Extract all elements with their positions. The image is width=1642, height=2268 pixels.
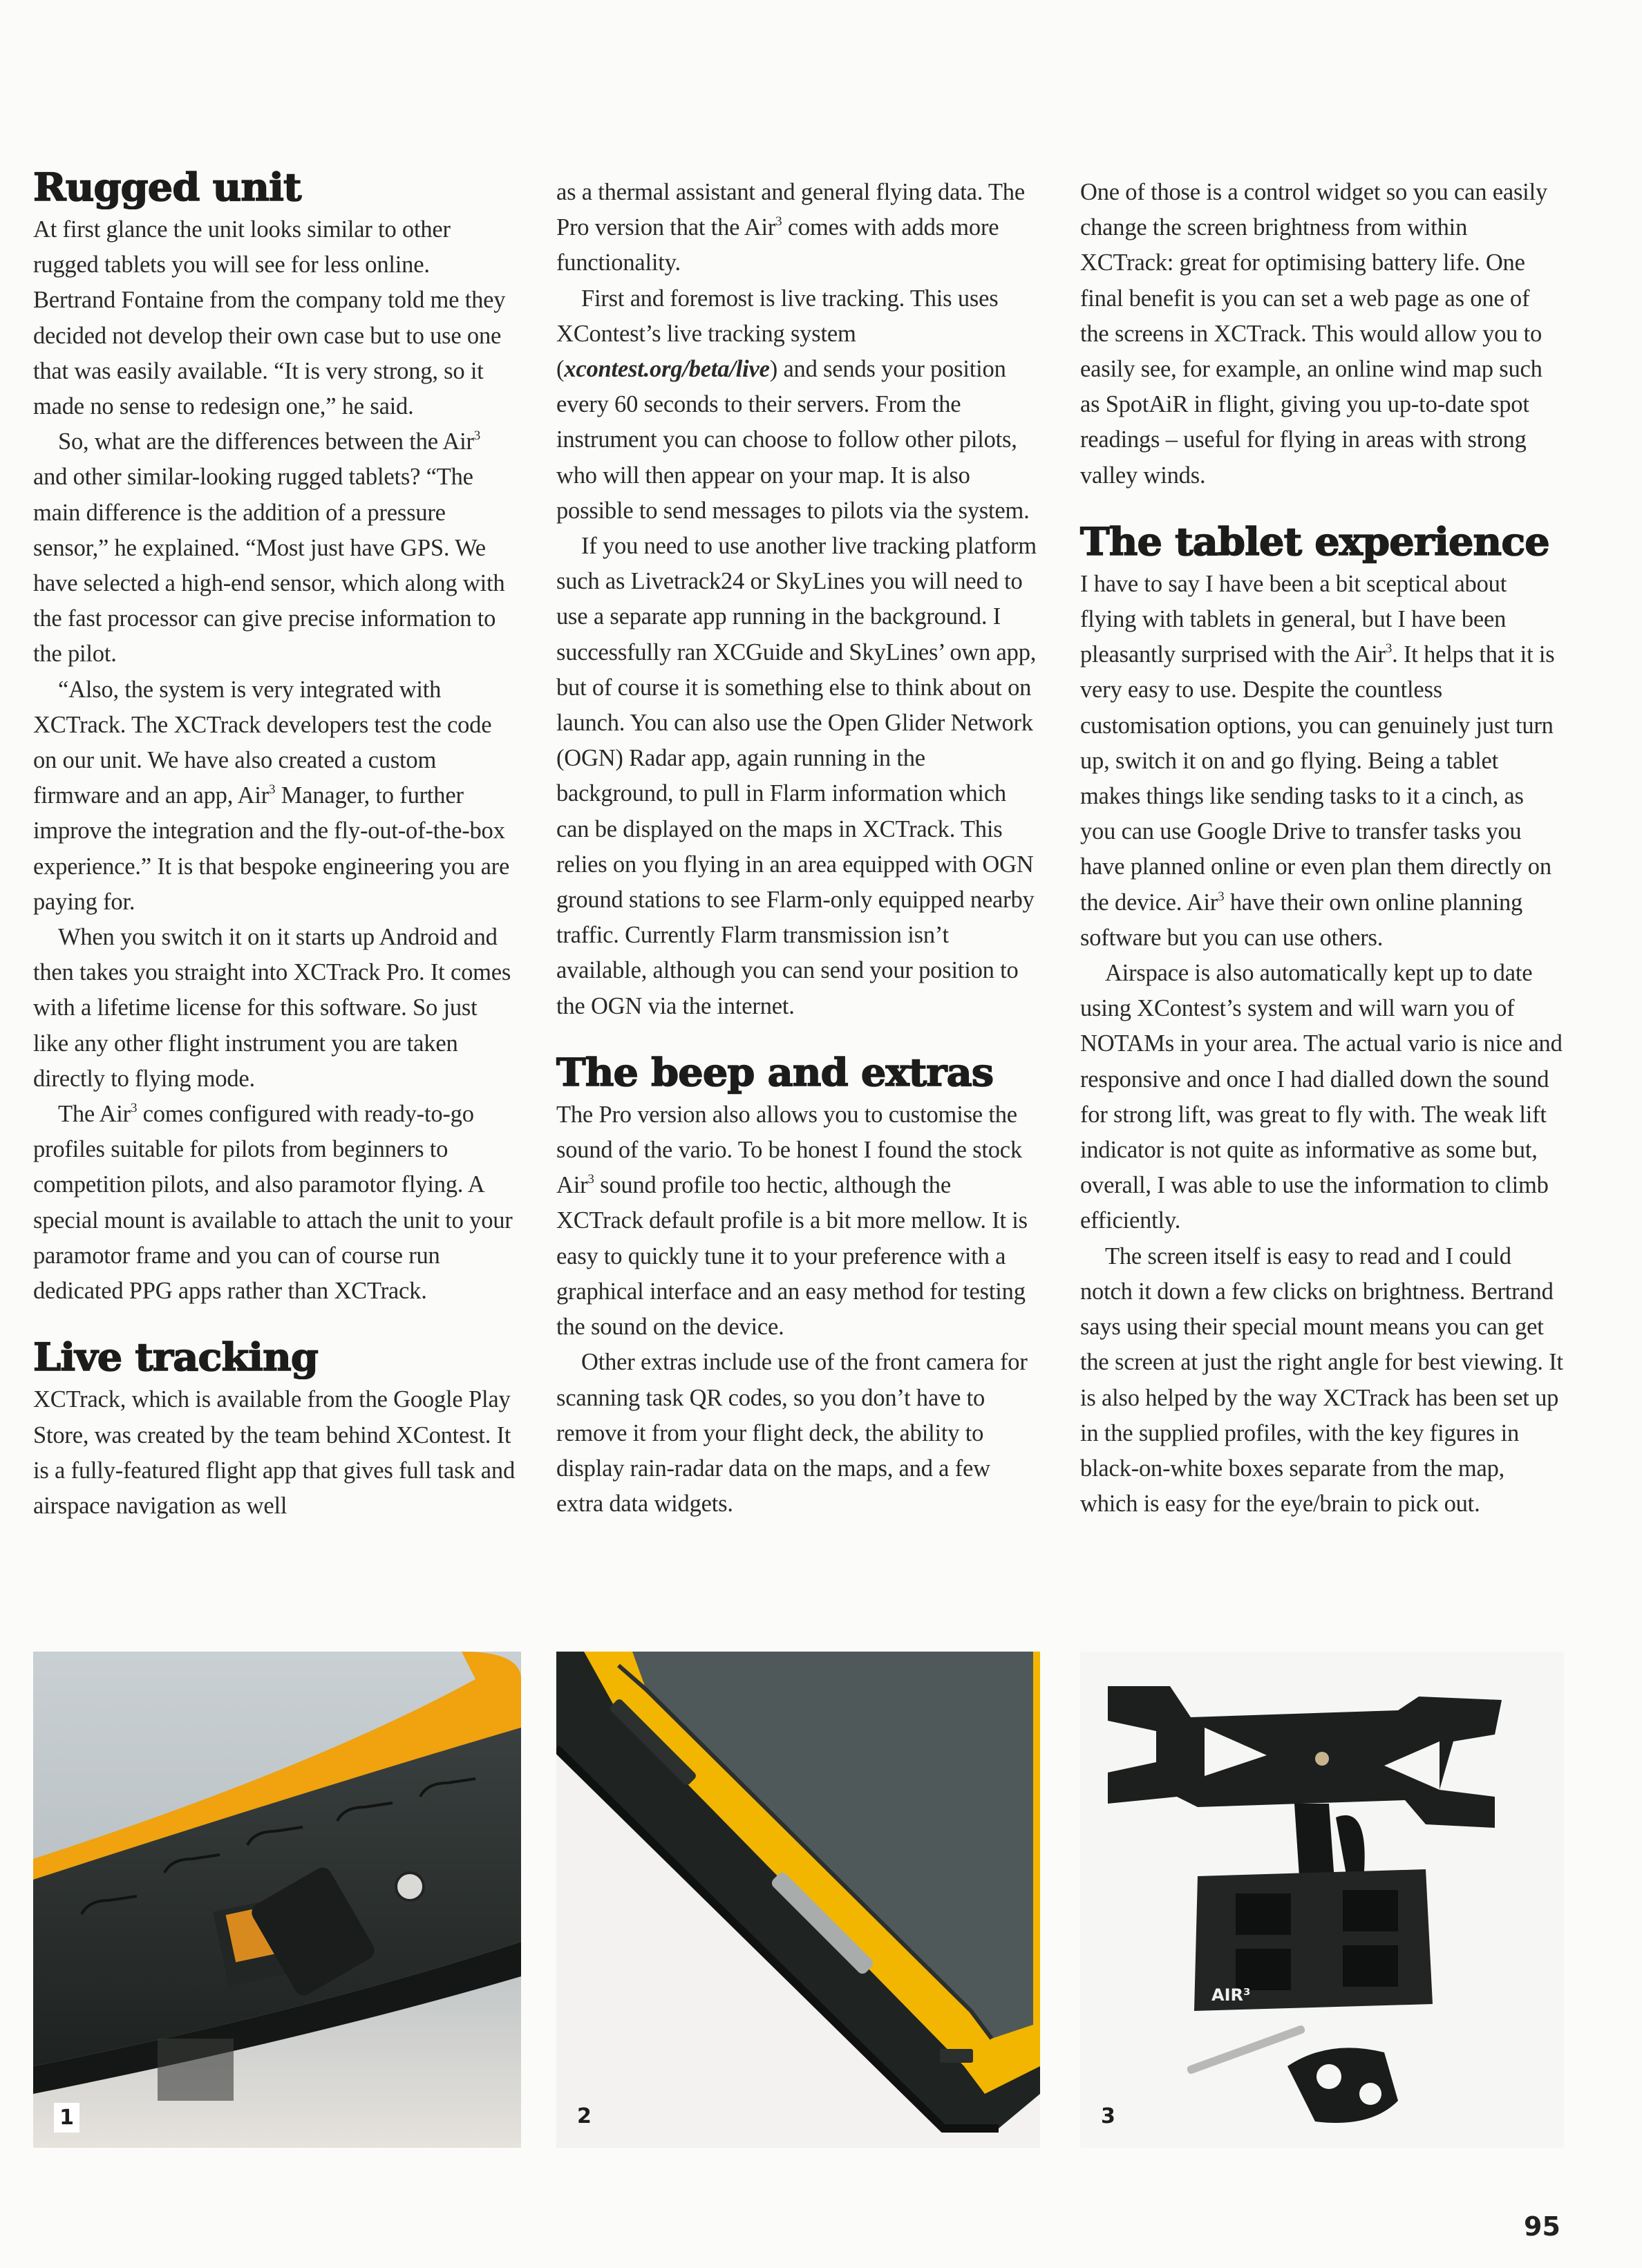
photo-air3-mount xyxy=(1080,1652,1564,2148)
article-column-3 xyxy=(1080,175,1564,1522)
body-paragraph: Other extras include use of the front camera for scanning task QR codes, so you don’t have to remove it from your flight deck, the ability to display rain-radar data on the maps, and a few extra data widgets. xyxy=(556,1349,1028,1518)
body-paragraph: The Pro version also allows you to customise the sound of the vario. To be honest I found the stock Air$^3$ sound profile too hectic, although the XCTrack default profile is a bit more mellow. It is easy to quickly tune it to your preference with a graphical interface and an easy method for testing the sound on the device. xyxy=(556,1101,1028,1341)
body-paragraph: I have to say I have been a bit sceptical about flying with tablets in general, but I have been pleasantly surprised with the Air$^3$. It helps that it is very easy to use. Despite the countless customisation options, you can genuinely just turn up, switch it on and go flying. Being a tablet makes things like sending tasks to it a cinch, as you can use Google Drive to transfer tasks you have planned online or even plan them directly on the device. Air$^3$ have their own online planning software but you can use others. xyxy=(1080,570,1555,951)
air3-mount-illustration xyxy=(1080,1652,1564,2148)
body-paragraph: The screen itself is easy to read and I could notch it down a few clicks on brightness. Bertrand says using their special mount means you can get the screen at just the right angle for best viewing. It is also helped by the way XCTrack has been set up in the supplied profiles, with the key figures in black-on-white boxes separate from the map, which is easy for the eye/brain to pick out. xyxy=(1080,1242,1563,1518)
body-paragraph: The Air$^3$ comes configured with ready-to-go profiles suitable for pilots from beginners to competition pilots, and also paramotor flying. A special mount is available to attach the unit to your paramotor frame and you can of course run dedicated PPG apps rather than XCTrack. xyxy=(33,1100,513,1305)
body-paragraph: Airspace is also automatically kept up to date using XContest’s system and will warn you of NOTAMs in your area. The actual vario is nice and responsive and once I had dialled down the sound for strong lift, was great to fly with. The weak lift indicator is not quite as informative as some but, overall, I was able to use the information to climb efficiently. xyxy=(1080,960,1563,1234)
tablet-bumper-illustration xyxy=(556,1652,1040,2148)
air3-logo: AIR³ xyxy=(1211,1985,1251,2005)
section-heading: The tablet experience xyxy=(1080,518,1549,564)
photo-tablet-usb-port xyxy=(33,1652,521,2148)
article-column-1 xyxy=(33,162,517,1524)
photo-tablet-bumper xyxy=(556,1652,1040,2148)
section-heading: Live tracking xyxy=(33,1334,319,1380)
photo-number-2: 2 xyxy=(577,2104,592,2128)
photo-number-3: 3 xyxy=(1101,2104,1115,2128)
body-paragraph: One of those is a control widget so you can easily change the screen brightness from within XCTrack: great for optimising battery life. One final benefit is you can set a web page as one of the screens in XCTrack. This would allow you to easily see, for example, an online wind map such as SpotAiR in flight, giving you up-to-date spot readings – useful for flying in areas with strong valley winds. xyxy=(1080,179,1548,489)
body-paragraph: “Also, the system is very integrated with XCTrack. The XCTrack developers test the code on our unit. We have also created a custom firmware and an app, Air$^3$ Manager, to further improve the integration and the fly-out-of-the-box experience.” It is that bespoke engineering you are paying for. xyxy=(33,676,510,915)
photo-number-1: 1 xyxy=(54,2103,79,2133)
body-paragraph: First and foremost is live tracking. This uses XContest’s live tracking system (xcontest.org/beta/live) and sends your position every 60 seconds to their servers. From the instrument you can choose to follow other pilots, who will then appear on your map. It is also possible to send messages to pilots via the system. xyxy=(556,285,1030,524)
body-paragraph: At first glance the unit looks similar to other rugged tablets you will see for less online. Bertrand Fontaine from the company told me they decided not develop their own case but to use one that was easily available. “It is very strong, so it made no sense to redesign one,” he said. xyxy=(33,216,506,420)
body-paragraph: XCTrack, which is available from the Google Play Store, was created by the team behind XContest. It is a fully-featured flight app that gives full task and airspace navigation as well xyxy=(33,1386,516,1519)
page-number: 95 xyxy=(1524,2211,1560,2242)
body-paragraph: When you switch it on it starts up Android and then takes you straight into XCTrack Pro. It comes with a lifetime license for this software. So just like any other flight instrument you are taken directly to flying mode. xyxy=(33,924,511,1092)
body-paragraph: as a thermal assistant and general flying data. The Pro version that the Air$^3$ comes with adds more functionality. xyxy=(556,179,1025,276)
section-heading: Rugged unit xyxy=(33,164,301,209)
section-heading: The beep and extras xyxy=(556,1049,994,1095)
body-paragraph: So, what are the differences between the Air$^3$ and other similar-looking rugged tablets? “The main difference is the addition of a pressure sensor,” he explained. “Most just have GPS. We have selected a high-end sensor, which along with the fast processor can give precise information to the pilot. xyxy=(33,428,505,668)
body-paragraph: If you need to use another live tracking platform such as Livetrack24 or SkyLines you will need to use a separate app running in the background. I successfully ran XCGuide and SkyLines’ own app, but of course it is something else to think about on launch. You can also use the Open Glider Network (OGN) Radar app, again running in the background, to pull in Flarm information which can be displayed on the maps in XCTrack. This relies on you flying in an area equipped with OGN ground stations to see Flarm-only equipped nearby traffic. Currently Flarm transmission isn’t available, although you can send your position to the OGN via the internet. xyxy=(556,533,1037,1019)
article-column-2 xyxy=(556,175,1040,1522)
tablet-usb-port-illustration xyxy=(33,1652,521,2148)
